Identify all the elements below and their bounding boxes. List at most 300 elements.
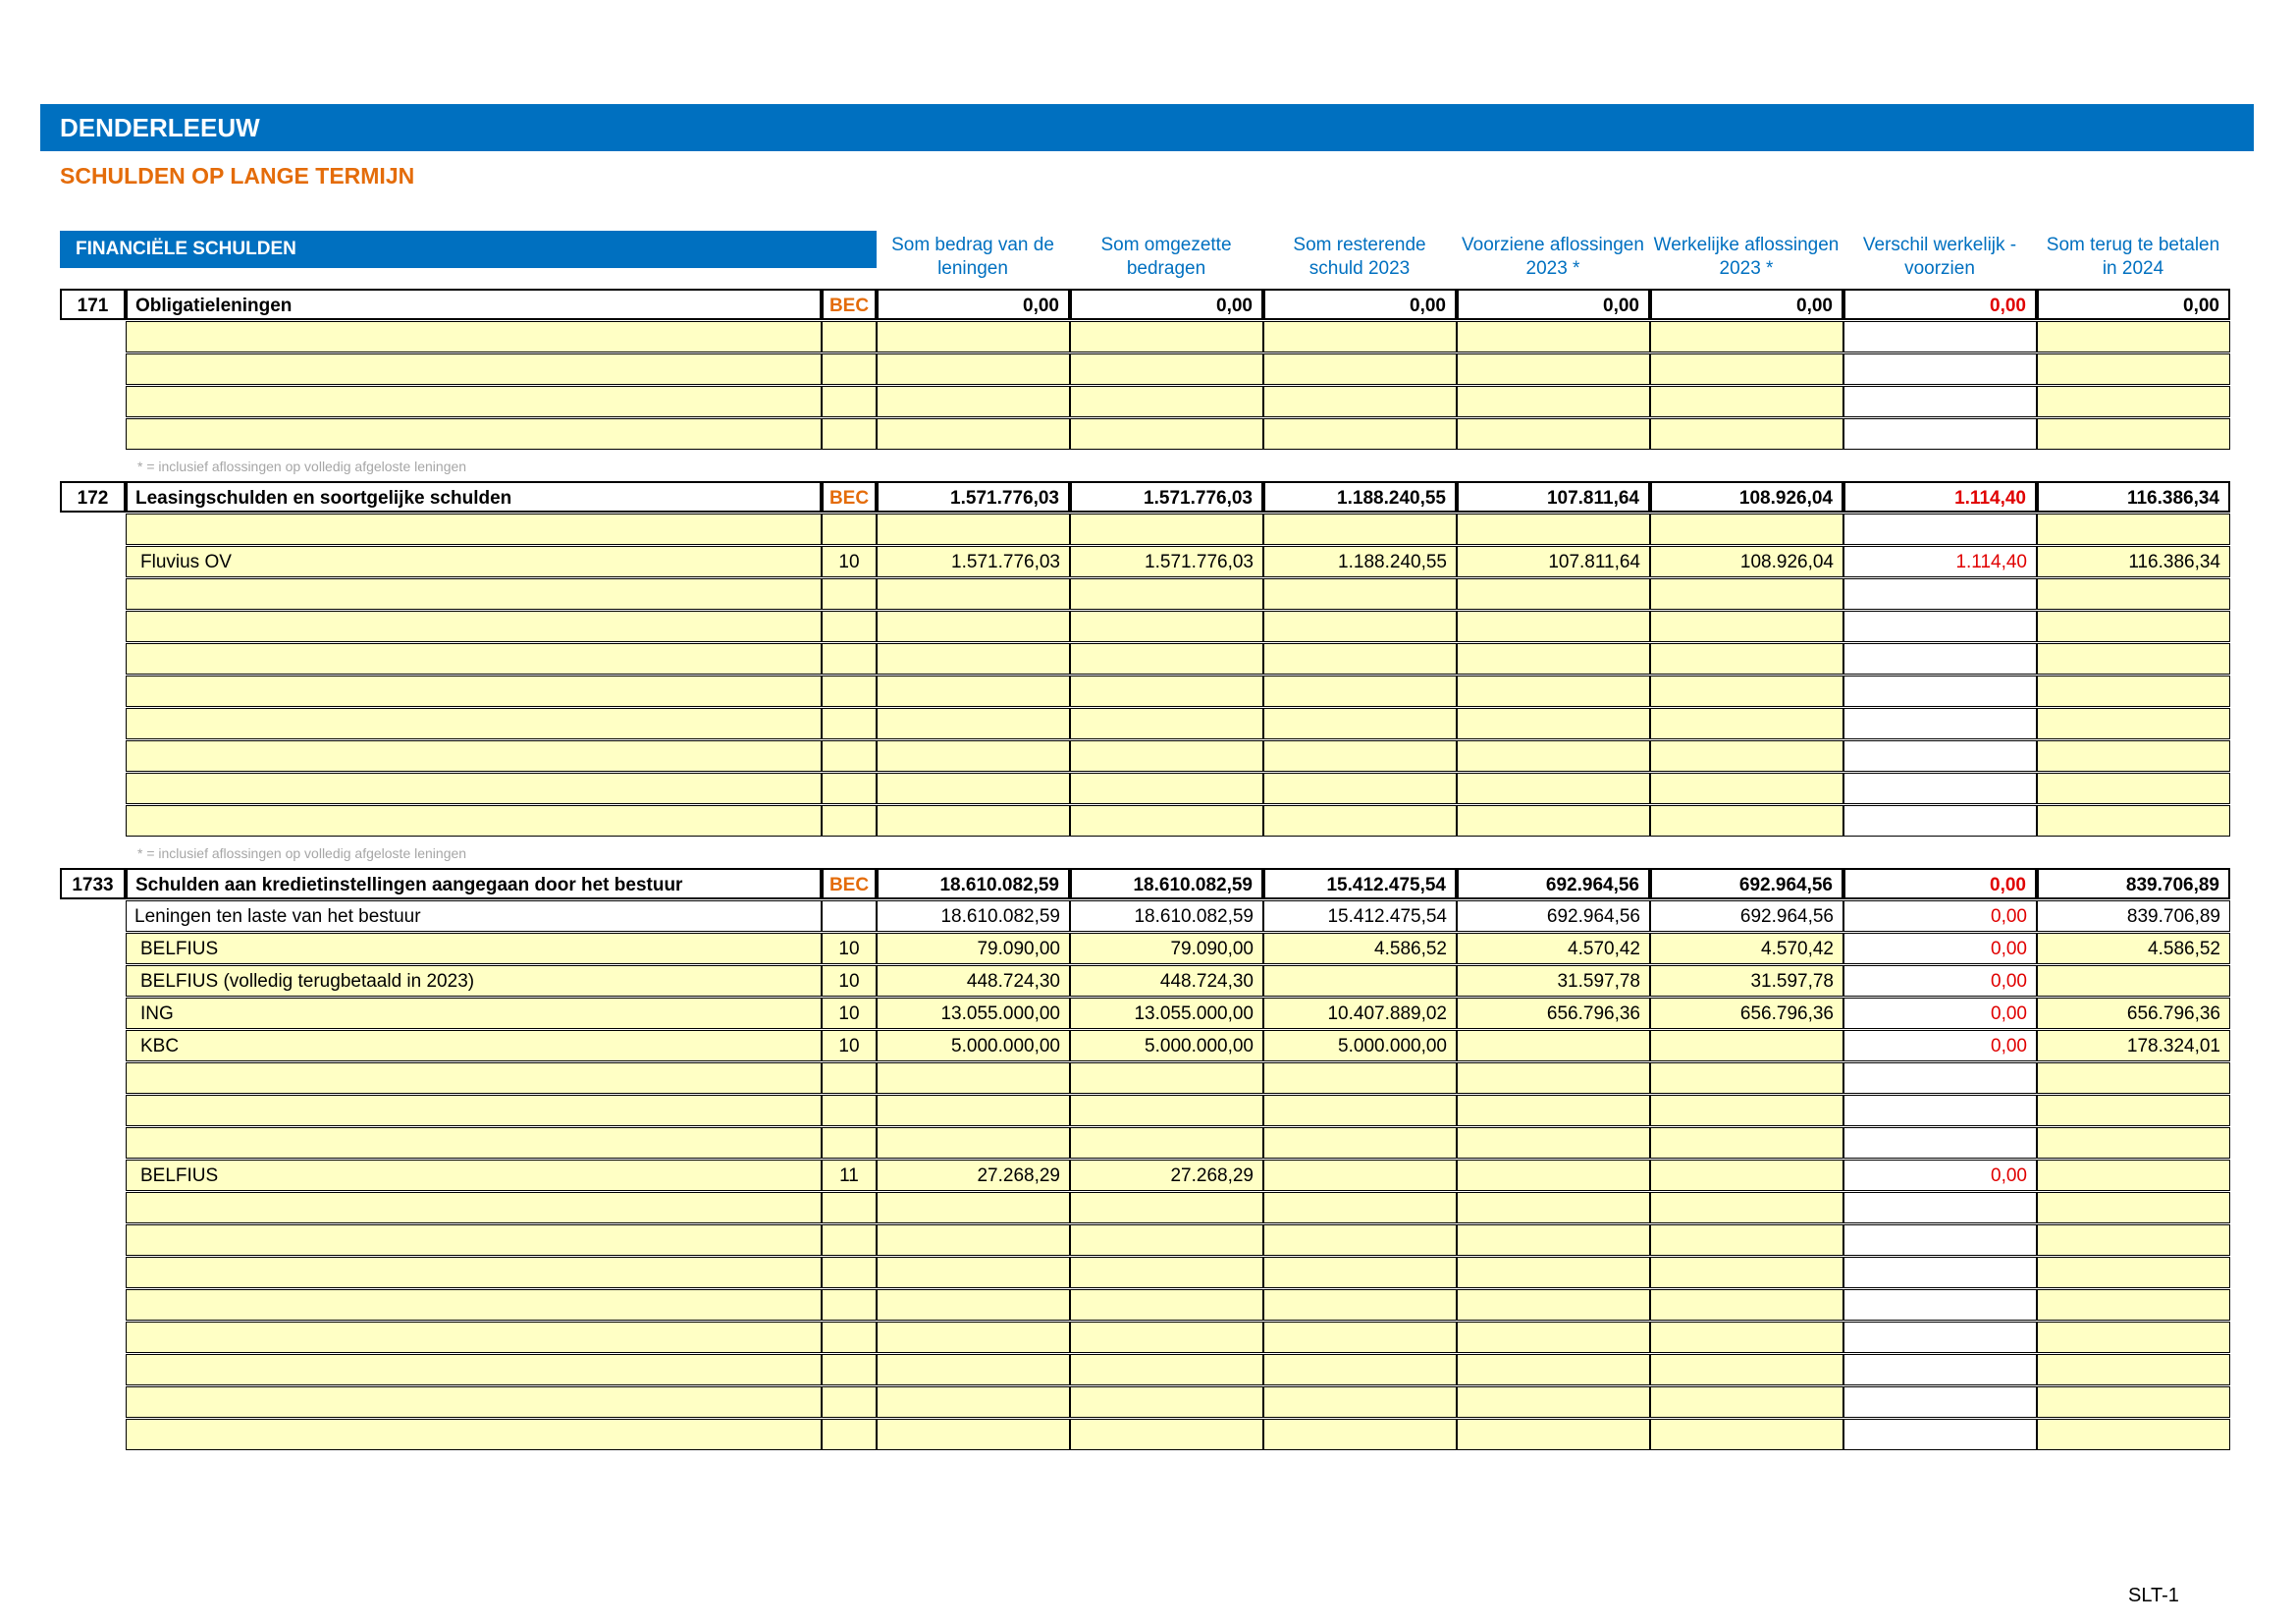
loan-label[interactable]	[126, 353, 822, 385]
loan-cell[interactable]	[2037, 1289, 2230, 1321]
loan-cell[interactable]	[877, 708, 1070, 739]
loan-cell	[1843, 1127, 2037, 1159]
loan-cell[interactable]	[1650, 1192, 1843, 1223]
loan-label[interactable]	[126, 1419, 822, 1450]
loan-cell[interactable]	[1457, 1322, 1650, 1353]
group-total-cell: 1.571.776,03	[877, 481, 1070, 513]
loan-cell	[1843, 1322, 2037, 1353]
loan-nr[interactable]: 10	[822, 546, 877, 577]
subtotal-cell: 692.964,56	[1457, 900, 1650, 932]
loan-label[interactable]	[126, 1257, 822, 1288]
column-header-line: Som resterende	[1293, 235, 1426, 255]
account-title: Obligatieleningen	[126, 289, 822, 320]
loan-cell[interactable]	[1263, 805, 1457, 837]
group-total-cell: 0,00	[1843, 868, 2037, 899]
loan-cell[interactable]	[1457, 1354, 1650, 1385]
column-header-line: leningen	[937, 258, 1008, 279]
group-total-cell: 0,00	[1070, 289, 1263, 320]
group-total-cell: 116.386,34	[2037, 481, 2230, 513]
loan-cell[interactable]	[877, 1419, 1070, 1450]
account-code: 171	[60, 289, 126, 320]
loan-nr[interactable]	[822, 773, 877, 804]
loan-cell[interactable]	[1650, 1419, 1843, 1450]
loan-cell[interactable]: 4.570,42	[1650, 933, 1843, 964]
column-header-line: Werkelijke aflossingen	[1653, 235, 1840, 255]
loan-cell[interactable]: 13.055.000,00	[1070, 998, 1263, 1029]
loan-cell[interactable]	[1070, 1062, 1263, 1094]
loan-label[interactable]	[126, 805, 822, 837]
loan-cell[interactable]	[877, 1289, 1070, 1321]
loan-cell[interactable]	[877, 1095, 1070, 1126]
loan-cell[interactable]	[1263, 321, 1457, 352]
loan-cell[interactable]	[1263, 1289, 1457, 1321]
loan-cell[interactable]	[1650, 740, 1843, 772]
loan-cell: 0,00	[1843, 933, 2037, 964]
loan-cell[interactable]	[1070, 578, 1263, 610]
loan-cell[interactable]	[1650, 805, 1843, 837]
column-header-line: 2023 *	[1525, 258, 1580, 279]
loan-cell[interactable]	[877, 578, 1070, 610]
loan-label[interactable]	[126, 386, 822, 417]
loan-label[interactable]	[126, 514, 822, 545]
loan-cell[interactable]	[2037, 1192, 2230, 1223]
loan-cell[interactable]	[877, 418, 1070, 450]
loan-label[interactable]: KBC	[126, 1030, 822, 1061]
loan-cell[interactable]	[1650, 418, 1843, 450]
loan-cell[interactable]	[1457, 1030, 1650, 1061]
loan-cell[interactable]	[877, 386, 1070, 417]
loan-cell[interactable]	[2037, 418, 2230, 450]
loan-nr[interactable]	[822, 1127, 877, 1159]
column-header-line: bedragen	[1126, 258, 1206, 279]
loan-cell[interactable]: 448.724,30	[877, 965, 1070, 997]
loan-cell[interactable]	[1263, 643, 1457, 675]
loan-nr[interactable]: 10	[822, 1030, 877, 1061]
loan-cell[interactable]	[1457, 1419, 1650, 1450]
loan-cell[interactable]	[1263, 418, 1457, 450]
loan-cell[interactable]	[1263, 773, 1457, 804]
column-header-line: voorzien	[1904, 258, 1975, 279]
loan-cell[interactable]	[1650, 578, 1843, 610]
subtotal-cell: 18.610.082,59	[877, 900, 1070, 932]
loan-cell[interactable]	[2037, 1062, 2230, 1094]
loan-cell	[1843, 353, 2037, 385]
loan-cell[interactable]	[1457, 418, 1650, 450]
loan-nr[interactable]: 10	[822, 965, 877, 997]
group-total-cell: 692.964,56	[1650, 868, 1843, 899]
loan-cell[interactable]	[877, 353, 1070, 385]
loan-nr[interactable]	[822, 1224, 877, 1256]
loan-cell[interactable]	[1457, 805, 1650, 837]
group-total-cell: 18.610.082,59	[877, 868, 1070, 899]
loan-cell[interactable]	[877, 773, 1070, 804]
loan-label[interactable]	[126, 643, 822, 675]
loan-cell[interactable]	[1263, 1192, 1457, 1223]
loan-cell[interactable]: 10.407.889,02	[1263, 998, 1457, 1029]
loan-cell[interactable]: 1.571.776,03	[877, 546, 1070, 577]
loan-cell[interactable]	[1650, 1095, 1843, 1126]
column-header-line: schuld 2023	[1308, 258, 1411, 279]
group-total-cell: 0,00	[2037, 289, 2230, 320]
loan-nr[interactable]	[822, 1257, 877, 1288]
loan-cell[interactable]	[877, 1354, 1070, 1385]
loan-label[interactable]: ING	[126, 998, 822, 1029]
loan-label[interactable]: BELFIUS	[126, 1160, 822, 1191]
loan-label[interactable]	[126, 1289, 822, 1321]
loan-cell[interactable]	[1457, 1257, 1650, 1288]
loan-cell[interactable]	[2037, 708, 2230, 739]
loan-label[interactable]	[126, 611, 822, 642]
loan-cell[interactable]	[2037, 611, 2230, 642]
loan-nr[interactable]	[822, 418, 877, 450]
loan-label[interactable]	[126, 1095, 822, 1126]
loan-cell[interactable]	[1263, 1257, 1457, 1288]
loan-cell[interactable]	[1263, 514, 1457, 545]
loan-label[interactable]	[126, 1224, 822, 1256]
loan-label[interactable]	[126, 578, 822, 610]
loan-cell[interactable]	[2037, 1095, 2230, 1126]
loan-cell[interactable]	[2037, 386, 2230, 417]
loan-cell[interactable]: 5.000.000,00	[877, 1030, 1070, 1061]
bec-label: BEC	[822, 868, 877, 899]
loan-cell[interactable]	[1457, 611, 1650, 642]
loan-label[interactable]	[126, 321, 822, 352]
loan-cell[interactable]	[1070, 514, 1263, 545]
loan-cell	[1843, 611, 2037, 642]
loan-cell[interactable]: 108.926,04	[1650, 546, 1843, 577]
loan-cell[interactable]	[2037, 773, 2230, 804]
loan-cell[interactable]	[1070, 321, 1263, 352]
loan-cell[interactable]	[1650, 708, 1843, 739]
loan-cell[interactable]	[1070, 386, 1263, 417]
loan-cell	[1843, 773, 2037, 804]
loan-label[interactable]	[126, 1192, 822, 1223]
loan-cell	[1843, 1192, 2037, 1223]
loan-cell[interactable]	[1457, 1224, 1650, 1256]
loan-cell	[1843, 1354, 2037, 1385]
column-header-line: Som bedrag van de	[891, 235, 1054, 255]
loan-cell[interactable]	[1263, 1224, 1457, 1256]
loan-cell[interactable]	[1650, 643, 1843, 675]
loan-cell	[1843, 740, 2037, 772]
column-header	[1843, 234, 2036, 281]
loan-cell[interactable]	[1457, 353, 1650, 385]
loan-cell[interactable]	[2037, 578, 2230, 610]
loan-cell[interactable]	[1457, 1095, 1650, 1126]
loan-cell	[1843, 1062, 2037, 1094]
loan-label[interactable]	[126, 676, 822, 707]
loan-label[interactable]	[126, 1354, 822, 1385]
loan-cell[interactable]	[1263, 1062, 1457, 1094]
loan-cell[interactable]: 107.811,64	[1457, 546, 1650, 577]
loan-cell[interactable]	[2037, 676, 2230, 707]
loan-label[interactable]	[126, 1062, 822, 1094]
loan-cell[interactable]	[877, 740, 1070, 772]
loan-cell[interactable]	[877, 643, 1070, 675]
loan-cell[interactable]	[1070, 418, 1263, 450]
loan-cell[interactable]	[1070, 1257, 1263, 1288]
loan-cell[interactable]	[877, 1224, 1070, 1256]
loan-cell	[1843, 643, 2037, 675]
loan-nr[interactable]	[822, 1386, 877, 1418]
group-total-cell: 1.188.240,55	[1263, 481, 1457, 513]
loan-cell	[1843, 1224, 2037, 1256]
loan-cell[interactable]	[1650, 611, 1843, 642]
loan-cell[interactable]: 31.597,78	[1650, 965, 1843, 997]
loan-label[interactable]	[126, 740, 822, 772]
bec-label: BEC	[822, 481, 877, 513]
loan-cell[interactable]	[1070, 611, 1263, 642]
loan-cell[interactable]	[1457, 1160, 1650, 1191]
loan-nr[interactable]	[822, 1095, 877, 1126]
section-header: FINANCIËLE SCHULDEN	[60, 231, 877, 268]
loan-cell[interactable]	[1650, 773, 1843, 804]
loan-cell[interactable]	[1263, 1354, 1457, 1385]
loan-cell[interactable]	[1070, 1095, 1263, 1126]
loan-label[interactable]	[126, 1322, 822, 1353]
loan-nr[interactable]	[822, 514, 877, 545]
loan-cell[interactable]	[1650, 1160, 1843, 1191]
loan-cell[interactable]	[1650, 676, 1843, 707]
loan-nr[interactable]	[822, 386, 877, 417]
loan-cell[interactable]	[1070, 643, 1263, 675]
loan-cell[interactable]	[1650, 386, 1843, 417]
loan-cell[interactable]: 1.571.776,03	[1070, 546, 1263, 577]
loan-cell[interactable]	[1457, 578, 1650, 610]
loan-cell[interactable]	[1650, 1224, 1843, 1256]
loan-cell[interactable]	[2037, 1224, 2230, 1256]
account-title: Leasingschulden en soortgelijke schulden	[126, 481, 822, 513]
loan-cell[interactable]	[2037, 643, 2230, 675]
loan-cell[interactable]	[877, 1257, 1070, 1288]
group-total-cell: 1.571.776,03	[1070, 481, 1263, 513]
loan-cell[interactable]	[1263, 1419, 1457, 1450]
loan-cell[interactable]	[2037, 1419, 2230, 1450]
loan-cell[interactable]	[1457, 514, 1650, 545]
loan-cell[interactable]	[1650, 1030, 1843, 1061]
loan-nr[interactable]: 10	[822, 998, 877, 1029]
loan-cell[interactable]	[1263, 965, 1457, 997]
loan-cell[interactable]	[1070, 1289, 1263, 1321]
loan-cell[interactable]	[2037, 1386, 2230, 1418]
loan-cell[interactable]	[1457, 321, 1650, 352]
loan-cell[interactable]: 4.570,42	[1457, 933, 1650, 964]
loan-label[interactable]	[126, 418, 822, 450]
loan-cell[interactable]	[2037, 740, 2230, 772]
loan-cell[interactable]	[2037, 965, 2230, 997]
loan-cell[interactable]	[1457, 773, 1650, 804]
loan-cell[interactable]	[1263, 611, 1457, 642]
loan-cell[interactable]	[1650, 1354, 1843, 1385]
bec-label: BEC	[822, 289, 877, 320]
loan-cell[interactable]	[1070, 1419, 1263, 1450]
loan-cell[interactable]	[1263, 1095, 1457, 1126]
loan-label[interactable]	[126, 773, 822, 804]
loan-nr[interactable]	[822, 643, 877, 675]
loan-cell[interactable]	[877, 1386, 1070, 1418]
loan-cell[interactable]	[1650, 353, 1843, 385]
column-header-line: Verschil werkelijk -	[1862, 235, 2017, 255]
loan-cell	[1843, 321, 2037, 352]
loan-cell[interactable]	[1650, 1127, 1843, 1159]
loan-cell[interactable]	[1263, 708, 1457, 739]
loan-cell[interactable]	[1457, 676, 1650, 707]
loan-cell[interactable]: 656.796,36	[1650, 998, 1843, 1029]
loan-nr[interactable]	[822, 708, 877, 739]
loan-cell[interactable]	[1263, 353, 1457, 385]
group-total-cell: 692.964,56	[1457, 868, 1650, 899]
subtotal-nr	[822, 900, 877, 932]
loan-cell[interactable]	[1650, 1386, 1843, 1418]
loan-cell[interactable]	[1070, 1354, 1263, 1385]
loan-cell[interactable]	[1457, 1062, 1650, 1094]
loan-nr[interactable]	[822, 578, 877, 610]
loan-cell[interactable]	[1650, 321, 1843, 352]
column-header-line: Voorziene aflossingen	[1462, 235, 1644, 255]
column-header	[1650, 234, 1842, 281]
loan-cell[interactable]	[1457, 386, 1650, 417]
loan-cell[interactable]	[1070, 773, 1263, 804]
loan-cell: 0,00	[1843, 1030, 2037, 1061]
group-total-cell: 18.610.082,59	[1070, 868, 1263, 899]
loan-cell[interactable]: 178.324,01	[2037, 1030, 2230, 1061]
loan-cell[interactable]	[2037, 1322, 2230, 1353]
loan-cell[interactable]: 27.268,29	[1070, 1160, 1263, 1191]
loan-cell[interactable]	[1070, 353, 1263, 385]
loan-cell[interactable]	[1457, 1386, 1650, 1418]
loan-cell[interactable]	[1263, 1127, 1457, 1159]
loan-cell	[1843, 708, 2037, 739]
loan-cell[interactable]: 4.586,52	[2037, 933, 2230, 964]
loan-label[interactable]: BELFIUS	[126, 933, 822, 964]
loan-cell[interactable]: 1.188.240,55	[1263, 546, 1457, 577]
loan-cell[interactable]	[2037, 805, 2230, 837]
loan-cell[interactable]	[1650, 514, 1843, 545]
loan-cell[interactable]: 656.796,36	[1457, 998, 1650, 1029]
loan-cell[interactable]	[1650, 1289, 1843, 1321]
loan-cell[interactable]: 13.055.000,00	[877, 998, 1070, 1029]
loan-nr[interactable]	[822, 1192, 877, 1223]
subtotal-cell: 18.610.082,59	[1070, 900, 1263, 932]
loan-cell[interactable]	[1263, 1322, 1457, 1353]
group-total-cell: 0,00	[877, 289, 1070, 320]
loan-cell[interactable]	[1070, 676, 1263, 707]
loan-cell[interactable]	[1263, 676, 1457, 707]
loan-cell[interactable]	[2037, 1257, 2230, 1288]
loan-cell[interactable]	[1263, 1160, 1457, 1191]
loan-nr[interactable]: 11	[822, 1160, 877, 1191]
loan-label[interactable]	[126, 1127, 822, 1159]
loan-cell[interactable]: 79.090,00	[877, 933, 1070, 964]
loan-cell[interactable]	[2037, 1354, 2230, 1385]
loan-cell[interactable]	[2037, 353, 2230, 385]
loan-cell[interactable]	[1457, 1127, 1650, 1159]
loan-cell[interactable]	[1070, 1224, 1263, 1256]
loan-cell[interactable]	[1457, 1192, 1650, 1223]
loan-cell[interactable]: 4.586,52	[1263, 933, 1457, 964]
loan-label[interactable]	[126, 1386, 822, 1418]
loan-cell[interactable]	[1070, 805, 1263, 837]
loan-cell[interactable]: 448.724,30	[1070, 965, 1263, 997]
loan-cell[interactable]	[2037, 514, 2230, 545]
loan-cell[interactable]: 27.268,29	[877, 1160, 1070, 1191]
loan-cell	[1843, 676, 2037, 707]
loan-cell[interactable]	[1070, 1322, 1263, 1353]
loan-cell[interactable]	[2037, 321, 2230, 352]
loan-label[interactable]: Fluvius OV	[126, 546, 822, 577]
loan-cell[interactable]	[1263, 740, 1457, 772]
loan-cell[interactable]	[877, 1062, 1070, 1094]
loan-cell[interactable]: 116.386,34	[2037, 546, 2230, 577]
loan-cell[interactable]	[1070, 1127, 1263, 1159]
loan-cell	[1843, 418, 2037, 450]
loan-cell[interactable]: 79.090,00	[1070, 933, 1263, 964]
loan-nr[interactable]	[822, 740, 877, 772]
loan-cell[interactable]	[1070, 708, 1263, 739]
footnote: * = inclusief aflossingen op volledig afgeloste leningen	[137, 459, 467, 474]
loan-cell[interactable]: 5.000.000,00	[1263, 1030, 1457, 1061]
loan-cell	[1843, 805, 2037, 837]
loan-nr[interactable]	[822, 321, 877, 352]
loan-cell[interactable]	[877, 514, 1070, 545]
loan-cell[interactable]	[1457, 643, 1650, 675]
loan-nr[interactable]	[822, 805, 877, 837]
loan-cell[interactable]	[1070, 1386, 1263, 1418]
loan-nr[interactable]	[822, 1322, 877, 1353]
loan-cell[interactable]	[877, 805, 1070, 837]
loan-nr[interactable]	[822, 611, 877, 642]
loan-label[interactable]	[126, 708, 822, 739]
loan-cell[interactable]	[877, 1192, 1070, 1223]
loan-cell[interactable]	[877, 676, 1070, 707]
group-total-cell: 0,00	[1650, 289, 1843, 320]
loan-nr[interactable]	[822, 1354, 877, 1385]
loan-cell[interactable]	[877, 1322, 1070, 1353]
loan-cell[interactable]	[1263, 386, 1457, 417]
loan-cell[interactable]	[1070, 740, 1263, 772]
loan-cell[interactable]	[877, 321, 1070, 352]
loan-nr[interactable]: 10	[822, 933, 877, 964]
loan-cell[interactable]	[1650, 1322, 1843, 1353]
loan-cell[interactable]	[1457, 740, 1650, 772]
loan-cell[interactable]: 5.000.000,00	[1070, 1030, 1263, 1061]
loan-cell[interactable]	[1650, 1257, 1843, 1288]
loan-cell[interactable]	[1457, 708, 1650, 739]
loan-cell[interactable]: 656.796,36	[2037, 998, 2230, 1029]
loan-nr[interactable]	[822, 676, 877, 707]
loan-nr[interactable]	[822, 1289, 877, 1321]
loan-cell: 0,00	[1843, 998, 2037, 1029]
loan-cell[interactable]	[1263, 1386, 1457, 1418]
column-header-line: in 2024	[2102, 258, 2164, 279]
loan-cell[interactable]: 31.597,78	[1457, 965, 1650, 997]
loan-cell[interactable]	[1650, 1062, 1843, 1094]
loan-cell[interactable]	[1070, 1192, 1263, 1223]
loan-cell[interactable]	[2037, 1127, 2230, 1159]
group-total-cell: 15.412.475,54	[1263, 868, 1457, 899]
loan-cell[interactable]	[1457, 1289, 1650, 1321]
loan-cell[interactable]	[1263, 578, 1457, 610]
loan-nr[interactable]	[822, 1062, 877, 1094]
loan-cell[interactable]	[877, 1127, 1070, 1159]
loan-cell: 0,00	[1843, 1160, 2037, 1191]
loan-cell[interactable]	[2037, 1160, 2230, 1191]
loan-cell[interactable]	[877, 611, 1070, 642]
loan-cell: 0,00	[1843, 965, 2037, 997]
loan-label[interactable]: BELFIUS (volledig terugbetaald in 2023)	[126, 965, 822, 997]
loan-nr[interactable]	[822, 353, 877, 385]
loan-nr[interactable]	[822, 1419, 877, 1450]
